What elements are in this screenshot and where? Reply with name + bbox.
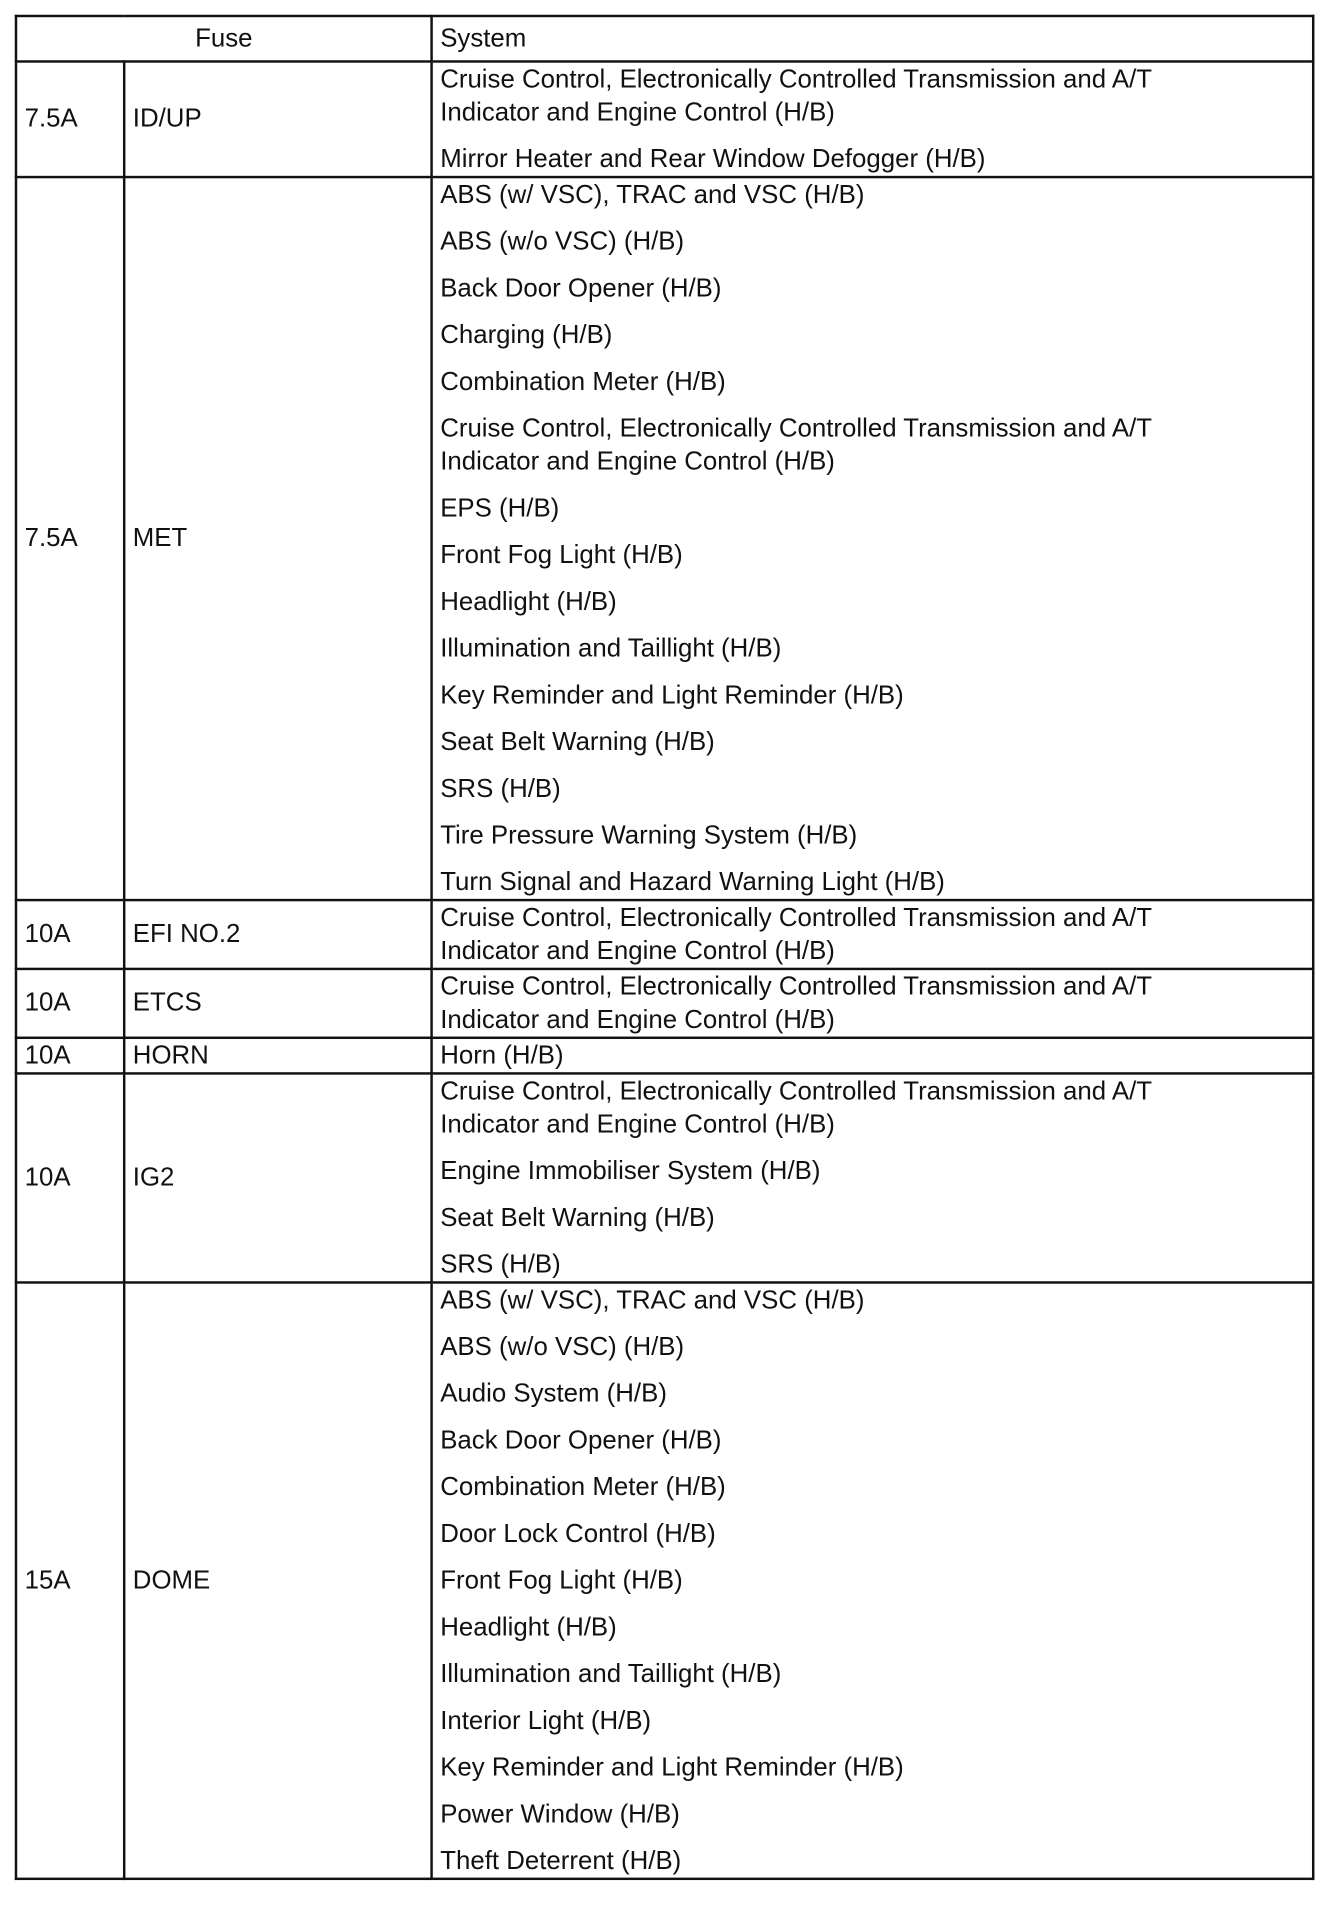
system-text: Cruise Control, Electronically Controlled Transmission and A/T [440, 1077, 1153, 1106]
fuse-table [15, 15, 1315, 1880]
table-row [16, 1038, 1313, 1074]
system-item [440, 1798, 1312, 1831]
system-item [440, 1284, 1312, 1317]
fuse-amperage: 15A [16, 1282, 124, 1878]
system-item [440, 178, 1312, 211]
system-item [440, 679, 1312, 712]
system-item [440, 365, 1312, 398]
system-item [440, 1471, 1312, 1504]
system-text: Indicator and Engine Control (H/B) [440, 1005, 835, 1035]
system-item [440, 901, 1312, 967]
system-text: SRS (H/B) [440, 1250, 561, 1279]
system-item [440, 1611, 1312, 1644]
fuse-name: HORN [124, 1038, 431, 1074]
fuse-amperage: 10A [16, 1038, 124, 1074]
system-text: Charging (H/B) [440, 320, 613, 350]
system-item [440, 143, 1312, 176]
system-item [440, 1075, 1312, 1141]
system-text: ABS (w/o VSC) (H/B) [440, 1332, 685, 1362]
system-text: Cruise Control, Electronically Controlled Transmission and A/T [440, 972, 1153, 1001]
system-list [432, 177, 1314, 900]
system-text: Turn Signal and Hazard Warning Light (H/B) [440, 868, 945, 897]
fuse-name: IG2 [124, 1073, 431, 1282]
table-row [16, 969, 1313, 1038]
system-text: Tire Pressure Warning System (H/B) [440, 821, 858, 850]
system-item [440, 318, 1312, 351]
fuse-name: ID/UP [124, 61, 431, 177]
system-list [432, 1282, 1314, 1878]
system-text: ABS (w/ VSC), TRAC and VSC (H/B) [440, 180, 865, 210]
system-text: Illumination and Taillight (H/B) [440, 1659, 782, 1689]
system-text: Theft Deterrent (H/B) [440, 1846, 682, 1876]
fuse-name: MET [124, 177, 431, 900]
header-row [16, 16, 1313, 61]
system-item [440, 1377, 1312, 1410]
system-item [440, 1564, 1312, 1597]
system-text: Indicator and Engine Control (H/B) [440, 98, 835, 127]
system-text: Illumination and Taillight (H/B) [440, 634, 782, 663]
fuse-amperage: 10A [16, 969, 124, 1038]
system-item [440, 970, 1312, 1036]
system-text: Key Reminder and Light Reminder (H/B) [440, 681, 904, 710]
system-item [440, 1039, 1312, 1072]
system-text: Cruise Control, Electronically Controlled Transmission and A/T [440, 414, 1153, 443]
system-text: Door Lock Control (H/B) [440, 1519, 716, 1549]
system-list [432, 1038, 1314, 1074]
table-row [16, 1282, 1313, 1878]
system-item [440, 1844, 1312, 1877]
system-text: Indicator and Engine Control (H/B) [440, 1110, 835, 1139]
system-item [440, 1424, 1312, 1457]
system-text: Combination Meter (H/B) [440, 367, 726, 396]
system-text: Cruise Control, Electronically Controlled Transmission and A/T [440, 903, 1153, 933]
system-item [440, 866, 1312, 899]
system-text: Seat Belt Warning (H/B) [440, 727, 715, 757]
fuse-name: DOME [124, 1282, 431, 1878]
system-item [440, 725, 1312, 758]
system-text: Front Fog Light (H/B) [440, 541, 683, 570]
system-list [432, 61, 1314, 177]
system-text: EPS (H/B) [440, 494, 560, 523]
system-item [440, 1155, 1312, 1188]
fuse-amperage: 7.5A [16, 61, 124, 177]
system-text: Headlight (H/B) [440, 1613, 617, 1642]
system-item [440, 225, 1312, 258]
system-text: Power Window (H/B) [440, 1800, 680, 1829]
system-item [440, 1248, 1312, 1281]
table-row [16, 900, 1313, 969]
system-text: Indicator and Engine Control (H/B) [440, 936, 835, 966]
system-list [432, 1073, 1314, 1282]
fuse-table-body [16, 16, 1313, 1879]
system-text: ABS (w/ VSC), TRAC and VSC (H/B) [440, 1286, 865, 1315]
fuse-amperage: 10A [16, 1073, 124, 1282]
system-item [440, 1658, 1312, 1691]
system-text: Back Door Opener (H/B) [440, 274, 722, 303]
system-item [440, 1201, 1312, 1234]
system-item [440, 63, 1312, 129]
system-text: Headlight (H/B) [440, 587, 617, 617]
system-text: Combination Meter (H/B) [440, 1473, 726, 1502]
system-text: Key Reminder and Light Reminder (H/B) [440, 1753, 904, 1782]
system-item [440, 632, 1312, 665]
system-text: ABS (w/o VSC) (H/B) [440, 227, 685, 256]
system-item [440, 585, 1312, 618]
fuse-amperage: 7.5A [16, 177, 124, 900]
system-item [440, 1517, 1312, 1550]
header-fuse: Fuse [16, 16, 432, 61]
system-text: Indicator and Engine Control (H/B) [440, 447, 835, 476]
table-row [16, 177, 1313, 900]
system-list [432, 969, 1314, 1038]
system-item [440, 1704, 1312, 1737]
system-item [440, 412, 1312, 478]
fuse-amperage: 10A [16, 900, 124, 969]
system-item [440, 539, 1312, 572]
system-item [440, 819, 1312, 852]
system-text: Cruise Control, Electronically Controlled Transmission and A/T [440, 65, 1153, 94]
system-text: Back Door Opener (H/B) [440, 1426, 722, 1455]
system-list [432, 900, 1314, 969]
system-text: Engine Immobiliser System (H/B) [440, 1157, 821, 1186]
system-item [440, 492, 1312, 525]
system-text: Seat Belt Warning (H/B) [440, 1203, 715, 1233]
system-text: Interior Light (H/B) [440, 1706, 652, 1735]
header-system: System [432, 16, 1314, 61]
system-text: SRS (H/B) [440, 774, 561, 803]
system-text: Front Fog Light (H/B) [440, 1566, 683, 1595]
system-item [440, 1330, 1312, 1363]
system-text: Horn (H/B) [440, 1041, 564, 1070]
fuse-name: ETCS [124, 969, 431, 1038]
system-text: Audio System (H/B) [440, 1379, 667, 1408]
fuse-name: EFI NO.2 [124, 900, 431, 969]
system-item [440, 1751, 1312, 1784]
table-row [16, 1073, 1313, 1282]
table-row [16, 61, 1313, 177]
system-text: Mirror Heater and Rear Window Defogger (H/B) [440, 145, 986, 174]
system-item [440, 272, 1312, 305]
system-item [440, 772, 1312, 805]
